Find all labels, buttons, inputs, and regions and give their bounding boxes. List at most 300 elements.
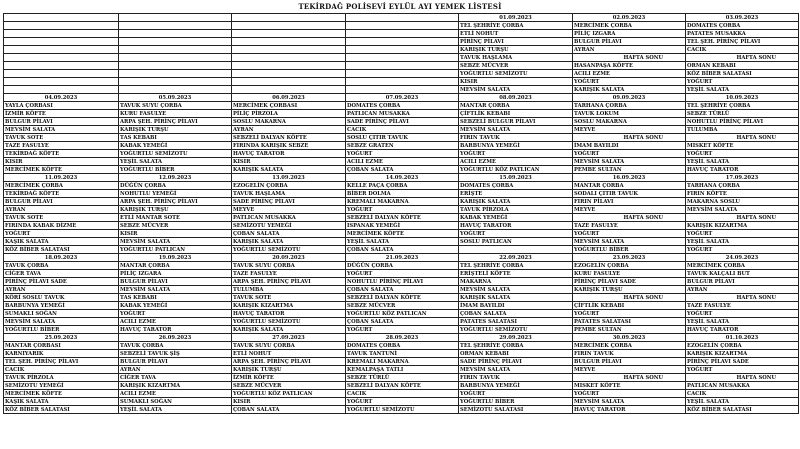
menu-item: KARIŞIK KIZARTMA	[686, 222, 799, 230]
menu-row	[4, 46, 799, 54]
day-date: 16.09.2023	[573, 174, 686, 182]
day-date: 07.09.2023	[346, 94, 459, 102]
menu-item: ÇOBAN SALATA	[232, 406, 346, 414]
menu-item: SOSLU MAKARNA	[232, 118, 346, 126]
menu-item: SEBZE TÜRLÜ	[686, 110, 799, 118]
menu-item	[119, 46, 232, 54]
menu-item: SEBZE MÜCVER	[459, 62, 573, 70]
day-date: 18.09.2023	[4, 254, 119, 262]
menu-item: EZOGELİN ÇORBA	[686, 342, 799, 350]
menu-item: KARIŞIK SALATA	[459, 198, 573, 206]
weekend-label: HAFTA SONU	[573, 294, 686, 302]
menu-item: YOĞURT	[686, 246, 799, 254]
menu-item: KARIŞIK KIZARTMA	[119, 382, 232, 390]
menu-item	[119, 30, 232, 38]
menu-item: AYRAN	[4, 206, 119, 214]
menu-row	[4, 142, 799, 150]
menu-row	[4, 230, 799, 238]
menu-item: KARIŞIK SALATA	[232, 326, 346, 334]
menu-item: MISKET KÖFTE	[573, 382, 686, 390]
menu-item: ERİŞTE	[459, 190, 573, 198]
menu-item	[459, 246, 573, 254]
menu-item: ÇOBAN SALATA	[346, 318, 459, 326]
menu-item	[232, 86, 346, 94]
day-date: 12.09.2023	[119, 174, 232, 182]
menu-item: SADE PİRİNÇ PİLAVI	[459, 358, 573, 366]
menu-item: DOMATES ÇORBA	[459, 182, 573, 190]
day-date: 06.09.2023	[232, 94, 346, 102]
menu-item	[346, 62, 459, 70]
day-date: 09.09.2023	[573, 94, 686, 102]
menu-item: MEVSİM SALATA	[573, 238, 686, 246]
menu-item: YOĞURTLU PATLICAN	[119, 246, 232, 254]
menu-item	[4, 86, 119, 94]
menu-item: SUMAKLI SOĞAN	[4, 310, 119, 318]
menu-item: MEVSİM SALATA	[4, 318, 119, 326]
menu-row	[4, 190, 799, 198]
day-date: 17.09.2023	[686, 174, 799, 182]
menu-item: ACILI EZME	[459, 158, 573, 166]
menu-item: YOĞURT	[573, 390, 686, 398]
menu-item: MEVSİM SALATA	[4, 126, 119, 134]
menu-item: YOĞURT	[459, 150, 573, 158]
day-date: 02.09.2023	[573, 14, 686, 22]
day-date: 14.09.2023	[346, 174, 459, 182]
menu-item: YOĞURT	[346, 398, 459, 406]
menu-item: KELLE PAÇA ÇORBA	[346, 182, 459, 190]
menu-item: TULUMBA	[232, 286, 346, 294]
menu-item: BİBER DOLMA	[346, 190, 459, 198]
menu-item: YOĞURTLU BİBER	[4, 326, 119, 334]
menu-row	[4, 358, 799, 366]
menu-item: PATATES SALATASI	[459, 318, 573, 326]
menu-item: TAVUK KALÇALI BUT	[686, 270, 799, 278]
menu-item	[119, 86, 232, 94]
menu-item	[4, 54, 119, 62]
menu-item: TEL ŞEH. PİRİNÇ PİLAVI	[4, 358, 119, 366]
menu-item: HAVUÇ TARATOR	[686, 166, 799, 174]
day-date: 19.09.2023	[119, 254, 232, 262]
menu-item: ACILI EZME	[573, 70, 686, 78]
menu-item: PATATES SALATASI	[573, 318, 686, 326]
menu-item: MEVSİM SALATA	[459, 86, 573, 94]
day-date: 23.09.2023	[573, 254, 686, 262]
menu-item: PİLİÇ PİRZOLA	[232, 110, 346, 118]
menu-item: MEVSİM SALATA	[459, 366, 573, 374]
menu-row	[4, 246, 799, 254]
menu-item: YOĞURTLU KÖZ PATLICAN	[459, 166, 573, 174]
menu-item	[4, 78, 119, 86]
menu-item: KÖZ BİBER SALATASI	[686, 70, 799, 78]
menu-item: SADE PİRİNÇ PİLAVI	[346, 118, 459, 126]
menu-item: KREMALI MAKARNA	[346, 198, 459, 206]
menu-item	[346, 30, 459, 38]
menu-item: BULGUR PİLAVI	[573, 38, 686, 46]
menu-item: BULGUR PİLAVI	[686, 278, 799, 286]
menu-item: PİLİÇ IZGARA	[119, 270, 232, 278]
menu-item: SEBZE GRATEN	[346, 142, 459, 150]
menu-item: KISIR	[232, 398, 346, 406]
menu-item: HAVUÇ TARATOR	[573, 406, 686, 414]
menu-item: YOĞURT	[459, 390, 573, 398]
menu-item: EZOGELİN ÇORBA	[573, 262, 686, 270]
menu-item: TAVUK HAŞLAMA	[232, 190, 346, 198]
menu-item: BULGUR PİLAVI	[4, 198, 119, 206]
menu-item	[119, 62, 232, 70]
menu-item: SOSLU PATLICAN	[459, 238, 573, 246]
menu-item: CACIK	[686, 46, 799, 54]
weekend-label: HAFTA SONU	[686, 214, 799, 222]
menu-item: TAVUK TANTUNİ	[346, 350, 459, 358]
menu-row	[4, 198, 799, 206]
menu-item: KARIŞIK SALATA	[232, 238, 346, 246]
day-date: 10.09.2023	[686, 94, 799, 102]
menu-item: MEVSİM SALATA	[573, 158, 686, 166]
menu-item: YOĞURT	[346, 326, 459, 334]
menu-item: MAKARNA SOSLU	[686, 198, 799, 206]
menu-item: KABAK YEMEĞİ	[459, 214, 573, 222]
menu-item: KÖRİ SOSLU TAVUK	[4, 294, 119, 302]
menu-item: KABAK YEMEĞİ	[119, 302, 232, 310]
menu-row	[4, 318, 799, 326]
day-date: 27.09.2023	[232, 334, 346, 342]
menu-item: YOĞURT	[4, 230, 119, 238]
menu-item: YOĞURTLU SEMİZOTU	[459, 326, 573, 334]
menu-item: ARPA ŞEH. PİRİNÇ PİLAVI	[232, 278, 346, 286]
menu-item: İMAM BAYILDI	[573, 142, 686, 150]
menu-item: AYRAN	[686, 286, 799, 294]
menu-item: KÖZ BİBER SALATASI	[686, 406, 799, 414]
menu-item	[119, 54, 232, 62]
menu-item: SEBZELİ DALYAN KÖFTE	[346, 214, 459, 222]
menu-item: ERİŞTELİ KÖFTE	[459, 270, 573, 278]
menu-item: TEL ŞEHRİYE ÇORBA	[686, 102, 799, 110]
week-date-row	[4, 14, 799, 22]
menu-item: MEVSİM SALATA	[459, 126, 573, 134]
menu-row	[4, 374, 799, 382]
menu-item: SEBZELİ DALYAN KÖFTE	[346, 382, 459, 390]
week-date-row	[4, 334, 799, 342]
menu-item: TAVUK ÇORBA	[119, 342, 232, 350]
menu-item: BARBUNYA YEMEĞİ	[459, 382, 573, 390]
menu-item: ISPANAK YEMEĞİ	[346, 222, 459, 230]
weekend-label: HAFTA SONU	[573, 374, 686, 382]
menu-item: SEBZE TÜRLÜ	[346, 374, 459, 382]
menu-item	[232, 54, 346, 62]
menu-item: FIRIN TAVUK	[573, 350, 686, 358]
menu-item: YEŞİL SALATA	[686, 238, 799, 246]
menu-item: ETLİ MANTAR SOTE	[119, 214, 232, 222]
menu-row	[4, 286, 799, 294]
menu-item: MERCİMEK KÖFTE	[346, 230, 459, 238]
menu-row	[4, 110, 799, 118]
menu-row	[4, 270, 799, 278]
menu-item	[346, 70, 459, 78]
menu-row	[4, 102, 799, 110]
menu-item: TAVUK PİRZOLA	[459, 206, 573, 214]
menu-item: CACIK	[686, 390, 799, 398]
menu-item: CACIK	[346, 126, 459, 134]
menu-row	[4, 342, 799, 350]
menu-item	[232, 22, 346, 30]
menu-row	[4, 86, 799, 94]
menu-item: YEŞİL SALATA	[686, 86, 799, 94]
menu-item: BULGUR PİLAVI	[119, 358, 232, 366]
menu-item: ARPA ŞEH. PİRİNÇ PİLAVI	[119, 198, 232, 206]
menu-item	[119, 70, 232, 78]
menu-item: PATLICAN MUSAKKA	[232, 214, 346, 222]
menu-item: CACIK	[346, 390, 459, 398]
menu-item: PİRİNÇ PİLAVI SADE	[573, 278, 686, 286]
menu-item: YOĞURT	[346, 270, 459, 278]
menu-item: BULGUR PİLAVI	[573, 358, 686, 366]
menu-item: MEVSİM SALATA	[686, 206, 799, 214]
day-date	[4, 14, 119, 22]
menu-item: YOĞURTLU SEMİZOTU	[232, 318, 346, 326]
menu-item	[346, 54, 459, 62]
menu-item: SEBZE MÜCVER	[232, 382, 346, 390]
menu-item: FIRINDA KARIŞIK SEBZE	[232, 142, 346, 150]
menu-item: BULGUR PİLAVI	[4, 118, 119, 126]
menu-item: MEVSİM SALATA	[119, 238, 232, 246]
menu-item: KABAK YEMEĞİ	[119, 142, 232, 150]
menu-row	[4, 126, 799, 134]
menu-item: CİĞER TAVA	[4, 270, 119, 278]
menu-item: YOĞURT	[459, 230, 573, 238]
menu-item	[232, 70, 346, 78]
menu-row	[4, 78, 799, 86]
menu-item: PİRİNÇ PİLAVI SADE	[686, 358, 799, 366]
page-title: TEKİRDAĞ POLİSEVİ EYLÜL AYI YEMEK LİSTESİ	[298, 2, 502, 11]
menu-item: YAYLA ÇORBASI	[4, 102, 119, 110]
menu-item	[346, 38, 459, 46]
day-date: 20.09.2023	[232, 254, 346, 262]
menu-item: SEBZE MÜCVER	[346, 302, 459, 310]
menu-item	[232, 30, 346, 38]
menu-row	[4, 366, 799, 374]
menu-item	[119, 38, 232, 46]
week-date-row	[4, 94, 799, 102]
day-date: 01.09.2023	[459, 14, 573, 22]
menu-item: TAZE FASULYE	[573, 222, 686, 230]
menu-item: KÖZ BİBER SALATASI	[4, 406, 119, 414]
menu-item: MEVSİM SALATA	[459, 286, 573, 294]
menu-item: ÇİFTLİK KEBABI	[459, 110, 573, 118]
menu-item: YEŞİL SALATA	[119, 406, 232, 414]
weekend-label: HAFTA SONU	[686, 134, 799, 142]
menu-item: SADE PİRİNÇ PİLAVI	[232, 198, 346, 206]
menu-row	[4, 22, 799, 30]
menu-item: ÇOBAN SALATA	[346, 166, 459, 174]
weekend-label: HAFTA SONU	[686, 294, 799, 302]
menu-item	[4, 62, 119, 70]
menu-item: YOĞURTLU BİBER	[119, 166, 232, 174]
menu-item: PİLİÇ IZGARA	[573, 30, 686, 38]
menu-item: YOĞURTLU BİBER	[573, 246, 686, 254]
menu-item: YOĞURTLU BİBER	[459, 398, 573, 406]
menu-item: HAVUÇ TARATOR	[232, 150, 346, 158]
menu-row	[4, 350, 799, 358]
menu-item: CİĞER TAVA	[119, 374, 232, 382]
menu-item: TAZE FASULYE	[686, 302, 799, 310]
day-date: 28.09.2023	[346, 334, 459, 342]
day-date: 05.09.2023	[119, 94, 232, 102]
menu-item: ARPA ŞEH. PİRİNÇ PİLAVI	[232, 358, 346, 366]
menu-item: HASANPAŞA KÖFTE	[573, 62, 686, 70]
menu-item: SOSLU MAKARNA	[573, 118, 686, 126]
menu-item: İZMİR KÖFTE	[4, 110, 119, 118]
menu-item: MEYVE	[573, 126, 686, 134]
menu-row	[4, 390, 799, 398]
menu-item: SEBZELİ DALYAN KÖFTE	[232, 134, 346, 142]
menu-item	[4, 38, 119, 46]
menu-item: KARIŞIK SALATA	[232, 166, 346, 174]
menu-item: YOĞURT	[573, 150, 686, 158]
menu-row	[4, 238, 799, 246]
menu-item: FIRIN TAVUK	[459, 374, 573, 382]
menu-item: MEVSİM SALATA	[573, 398, 686, 406]
day-date	[119, 14, 232, 22]
menu-item	[4, 30, 119, 38]
menu-item: ACILI EZME	[346, 158, 459, 166]
menu-item: YOĞURT	[573, 230, 686, 238]
menu-row	[4, 294, 799, 302]
menu-item: TEL ŞEHRİYE ÇORBA	[459, 262, 573, 270]
menu-item: HAVUÇ TARATOR	[232, 310, 346, 318]
menu-item: MERCİMEK ÇORBA	[4, 182, 119, 190]
menu-item: TAVUK SOTE	[232, 294, 346, 302]
menu-item: BARBUNYA YEMEĞİ	[459, 142, 573, 150]
menu-item: SEBZE MÜCVER	[119, 222, 232, 230]
menu-item: TARHANA ÇORBA	[573, 102, 686, 110]
menu-row	[4, 406, 799, 414]
menu-item: YEŞİL SALATA	[119, 158, 232, 166]
menu-item: ÇOBAN SALATA	[459, 310, 573, 318]
menu-item: TAVUK SUYU ÇORBA	[232, 342, 346, 350]
menu-row	[4, 150, 799, 158]
menu-item: TAVUK LOKUM	[573, 110, 686, 118]
menu-item	[232, 38, 346, 46]
weekend-label: HAFTA SONU	[686, 374, 799, 382]
menu-row	[4, 398, 799, 406]
menu-item: YOĞURTLU SEMİZOTU	[232, 246, 346, 254]
menu-item: TARHANA ÇORBA	[686, 182, 799, 190]
weekend-label: HAFTA SONU	[573, 214, 686, 222]
day-date: 29.09.2023	[459, 334, 573, 342]
menu-item: PEMBE SULTAN	[573, 166, 686, 174]
menu-item: MERCİMEK ÇORBASI	[232, 102, 346, 110]
menu-item: MANTAR ÇORBASI	[4, 342, 119, 350]
menu-row	[4, 166, 799, 174]
menu-item: KISIR	[4, 158, 119, 166]
menu-item: PEMBE SULTAN	[573, 326, 686, 334]
menu-item: TEL ŞEH. PİRİNÇ PİLAVI	[686, 38, 799, 46]
menu-item: KREMALI MAKARNA	[346, 358, 459, 366]
menu-item	[119, 78, 232, 86]
menu-item: TAZE FASULYE	[4, 142, 119, 150]
menu-item: PİRİNÇ PİLAVI	[459, 38, 573, 46]
menu-item	[232, 46, 346, 54]
menu-item: HAVUÇ TARATOR	[459, 222, 573, 230]
menu-row	[4, 118, 799, 126]
menu-item: TAS KEBABI	[119, 134, 232, 142]
menu-item: YOĞURTLU SEMİZOTU	[119, 150, 232, 158]
menu-item: KARIŞIK TURŞU	[119, 206, 232, 214]
menu-item: SEMİZOTU YEMEĞİ	[232, 222, 346, 230]
menu-item: FIRINDA KABAK DİZME	[4, 222, 119, 230]
menu-item: DOMATES ÇORBA	[686, 22, 799, 30]
day-date: 30.09.2023	[573, 334, 686, 342]
day-date: 24.09.2023	[686, 254, 799, 262]
menu-item: TAVUK SUYU ÇORBA	[232, 262, 346, 270]
menu-item: KISIR	[232, 158, 346, 166]
menu-item: MEYVE	[232, 206, 346, 214]
weekend-label: HAFTA SONU	[573, 54, 686, 62]
menu-item: ARPA ŞEH. PİRİNÇ PİLAVI	[119, 118, 232, 126]
menu-item: YEŞİL SALATA	[686, 158, 799, 166]
day-date: 22.09.2023	[459, 254, 573, 262]
menu-item: KISIR	[119, 230, 232, 238]
menu-item: KARIŞIK TURŞU	[232, 366, 346, 374]
menu-row	[4, 54, 799, 62]
menu-item: İZMİR KÖFTE	[232, 374, 346, 382]
menu-item: ETLİ NOHUT	[459, 30, 573, 38]
menu-item: ETLİ NOHUT	[232, 350, 346, 358]
menu-row	[4, 134, 799, 142]
menu-row	[4, 62, 799, 70]
menu-item: ÇOBAN SALATA	[232, 230, 346, 238]
menu-item: KARIŞIK KIZARTMA	[686, 350, 799, 358]
menu-item: MEYVE	[573, 206, 686, 214]
menu-item: YOĞURT	[686, 78, 799, 86]
menu-item	[119, 22, 232, 30]
menu-item: MEVSİM SALATA	[119, 286, 232, 294]
menu-item: TEL ŞEHRİYE ÇORBA	[459, 22, 573, 30]
menu-item: YOĞURT	[119, 310, 232, 318]
menu-item: SEBZELİ TAVUK ŞİŞ	[119, 350, 232, 358]
menu-item: PİRİNÇ PİLAVI SADE	[4, 278, 119, 286]
day-date: 25.09.2023	[4, 334, 119, 342]
menu-item: TAVUK HAŞLAMA	[459, 54, 573, 62]
day-date: 15.09.2023	[459, 174, 573, 182]
menu-item: ÇOBAN SALATA	[346, 246, 459, 254]
menu-item: YOĞURTLU KÖZ PATLICAN	[346, 310, 459, 318]
menu-item: KARIŞIK TURŞU	[573, 286, 686, 294]
menu-row	[4, 310, 799, 318]
menu-item: AYRAN	[119, 366, 232, 374]
menu-item	[4, 22, 119, 30]
day-date: 01.10.2023	[686, 334, 799, 342]
menu-item: KÖZ BİBER SALATASI	[4, 246, 119, 254]
menu-item: SEBZELİ DALYAN KÖFTE	[346, 294, 459, 302]
menu-item: YOĞURT	[686, 150, 799, 158]
menu-item: MERCİMEK ÇORBA	[686, 262, 799, 270]
menu-item	[232, 62, 346, 70]
menu-item	[346, 78, 459, 86]
menu-item: AYRAN	[573, 46, 686, 54]
menu-item: MERCİMEK KÖFTE	[4, 390, 119, 398]
menu-row	[4, 222, 799, 230]
menu-item: SEMİZOTU YEMEĞİ	[4, 382, 119, 390]
menu-item: TEKİRDAĞ KÖFTE	[4, 150, 119, 158]
menu-item: FIRIN TAVUK	[459, 134, 573, 142]
menu-item	[4, 46, 119, 54]
menu-item: HAVUÇ TARATOR	[686, 326, 799, 334]
menu-item: YOĞURTLU SEMİZOTU	[459, 70, 573, 78]
menu-row	[4, 214, 799, 222]
menu-item: KARNIYARIK	[4, 350, 119, 358]
menu-item: KURU FASULYE	[573, 270, 686, 278]
